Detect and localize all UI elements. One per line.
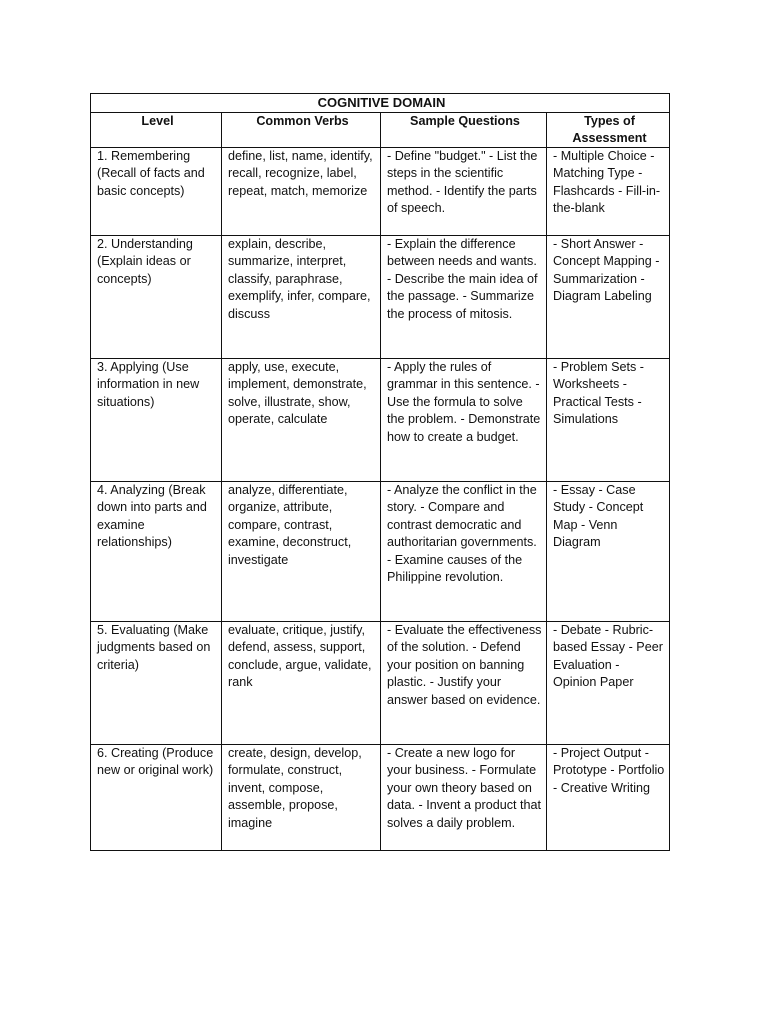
assessment-cell: - Project Output - Prototype - Portfolio - Creative Writing bbox=[547, 745, 670, 851]
level-cell: 3. Applying (Use information in new situations) bbox=[91, 359, 222, 482]
table-row bbox=[91, 745, 670, 851]
verbs-cell: evaluate, critique, justify, defend, assess, support, conclude, argue, validate, rank bbox=[222, 622, 381, 745]
questions-cell: - Analyze the conflict in the story. - Compare and contrast democratic and authoritarian governments. - Examine causes of the Philippine revolution. bbox=[381, 482, 547, 622]
table-title: COGNITIVE DOMAIN bbox=[91, 94, 670, 113]
questions-cell: - Define "budget." - List the steps in the scientific method. - Identify the parts of speech. bbox=[381, 148, 547, 236]
level-cell: 6. Creating (Produce new or original work) bbox=[91, 745, 222, 851]
level-cell: 1. Remembering (Recall of facts and basic concepts) bbox=[91, 148, 222, 236]
header-types-of-assessment: Types of Assessment bbox=[547, 113, 670, 148]
verbs-cell: apply, use, execute, implement, demonstrate, solve, illustrate, show, operate, calculate bbox=[222, 359, 381, 482]
table-row bbox=[91, 482, 670, 622]
questions-cell: - Explain the difference between needs and wants. - Describe the main idea of the passage. - Summarize the process of mitosis. bbox=[381, 236, 547, 359]
assessment-cell: - Essay - Case Study - Concept Map - Venn Diagram bbox=[547, 482, 670, 622]
table-row bbox=[91, 359, 670, 482]
level-cell: 4. Analyzing (Break down into parts and examine relationships) bbox=[91, 482, 222, 622]
questions-cell: - Evaluate the effectiveness of the solution. - Defend your position on banning plastic. - Justify your answer based on evidence. bbox=[381, 622, 547, 745]
header-sample-questions: Sample Questions bbox=[381, 113, 547, 148]
header-common-verbs: Common Verbs bbox=[222, 113, 381, 148]
cognitive-domain-table bbox=[90, 93, 670, 851]
assessment-cell: - Short Answer - Concept Mapping - Summarization - Diagram Labeling bbox=[547, 236, 670, 359]
assessment-cell: - Debate - Rubric-based Essay - Peer Evaluation - Opinion Paper bbox=[547, 622, 670, 745]
verbs-cell: define, list, name, identify, recall, recognize, label, repeat, match, memorize bbox=[222, 148, 381, 236]
document-page bbox=[90, 93, 669, 851]
header-level: Level bbox=[91, 113, 222, 148]
table-row bbox=[91, 236, 670, 359]
verbs-cell: create, design, develop, formulate, construct, invent, compose, assemble, propose, imagine bbox=[222, 745, 381, 851]
assessment-cell: - Problem Sets - Worksheets - Practical Tests - Simulations bbox=[547, 359, 670, 482]
table-title-row bbox=[91, 94, 670, 113]
questions-cell: - Apply the rules of grammar in this sentence. - Use the formula to solve the problem. - Demonstrate how to create a budget. bbox=[381, 359, 547, 482]
table-row bbox=[91, 148, 670, 236]
verbs-cell: analyze, differentiate, organize, attribute, compare, contrast, examine, deconstruct, investigate bbox=[222, 482, 381, 622]
questions-cell: - Create a new logo for your business. - Formulate your own theory based on data. - Invent a product that solves a daily problem. bbox=[381, 745, 547, 851]
assessment-cell: - Multiple Choice - Matching Type - Flashcards - Fill-in-the-blank bbox=[547, 148, 670, 236]
table-row bbox=[91, 622, 670, 745]
table-header-row bbox=[91, 113, 670, 148]
verbs-cell: explain, describe, summarize, interpret, classify, paraphrase, exemplify, infer, compare, discuss bbox=[222, 236, 381, 359]
level-cell: 2. Understanding (Explain ideas or concepts) bbox=[91, 236, 222, 359]
level-cell: 5. Evaluating (Make judgments based on criteria) bbox=[91, 622, 222, 745]
